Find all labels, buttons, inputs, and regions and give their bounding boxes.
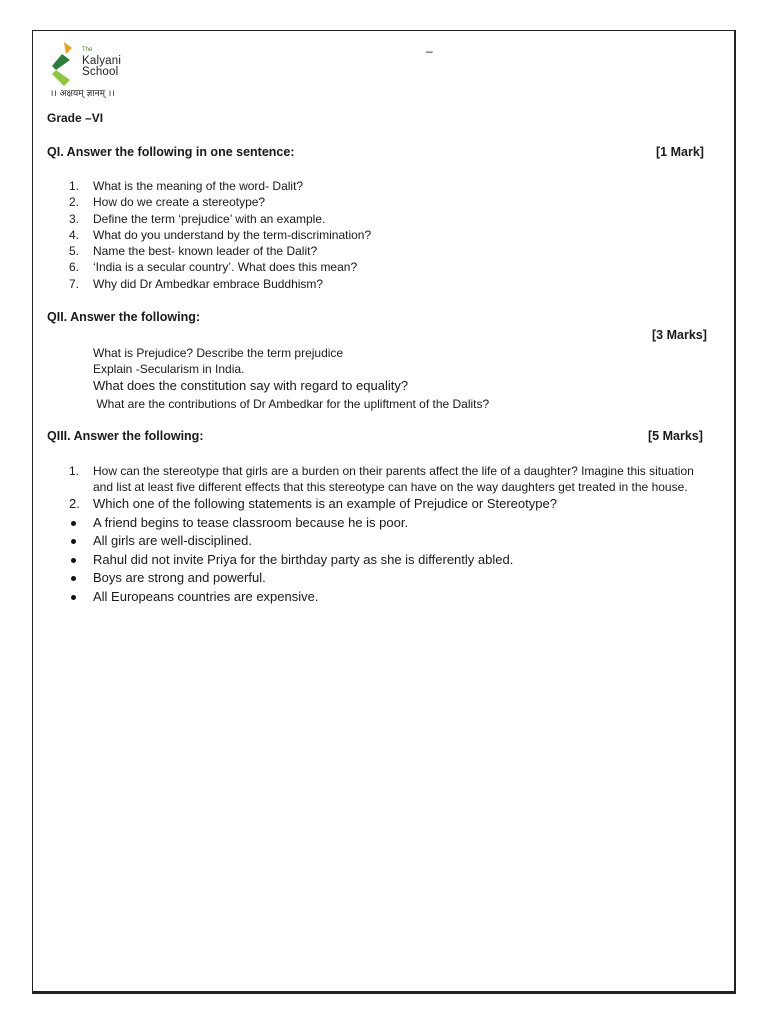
item-number: 2.	[69, 195, 80, 210]
item-text: All Europeans countries are expensive.	[93, 588, 319, 604]
item-text: Boys are strong and powerful.	[93, 570, 266, 585]
list-item	[47, 178, 371, 194]
bullet-item	[47, 551, 717, 570]
item-text: Why did Dr Ambedkar embrace Buddhism?	[93, 276, 324, 291]
item-number: 3.	[69, 211, 80, 226]
section3-heading: QIII. Answer the following:	[47, 429, 204, 443]
bullet-icon	[71, 595, 76, 600]
school-motto: ।। अक्षयम् ज्ञानम् ।।	[50, 89, 115, 99]
item-number: 4.	[69, 227, 80, 242]
item-number: 2.	[69, 496, 80, 511]
item-text: A friend begins to tease classroom because he is poor.	[93, 514, 409, 530]
list-item	[47, 243, 371, 259]
section1-heading: QI. Answer the following in one sentence:	[47, 145, 295, 159]
school-name	[82, 45, 121, 78]
bullet-item	[47, 588, 717, 607]
list-item	[47, 495, 717, 514]
grade-label: Grade –VI	[47, 111, 104, 125]
section2-item: What are the contributions of Dr Ambedkar for the upliftment of the Dalits?	[93, 397, 490, 411]
list-item	[47, 194, 371, 210]
bullet-item	[47, 514, 717, 533]
logo-name-line2: School	[82, 66, 119, 78]
section2-item: What is Prejudice? Describe the term prejudice	[93, 346, 344, 360]
item-text: Name the best- known leader of the Dalit?	[93, 244, 318, 259]
item-number: 5.	[69, 244, 80, 259]
item-number: 7.	[69, 276, 80, 291]
item-text: How can the stereotype that girls are a burden on their parents affect the life of a daughter? Imagine this situation and list at least five different effects that this stereotype can have on the way daughters get treated in the house.	[93, 464, 694, 494]
section2-item: What does the constitution say with regard to equality?	[93, 378, 409, 393]
item-text: ‘India is a secular country’. What does this mean?	[93, 260, 358, 275]
item-text: Which one of the following statements is an example of Prejudice or Stereotype?	[93, 496, 557, 511]
list-item	[47, 276, 371, 292]
logo-name-line1: Kalyani	[82, 55, 122, 67]
item-number: 1.	[69, 179, 80, 193]
section2-item: Explain -Secularism in India.	[93, 362, 245, 376]
list-item	[47, 227, 371, 243]
item-text: What do you understand by the term-discrimination?	[93, 227, 372, 242]
item-text: What is the meaning of the word- Dalit?	[93, 179, 304, 193]
item-text: Define the term ‘prejudice’ with an example.	[93, 211, 326, 226]
item-number: 6.	[69, 260, 80, 275]
bullet-icon	[71, 521, 76, 526]
logo-the-text: The	[82, 47, 93, 53]
section3-list	[47, 463, 717, 606]
section1-list	[47, 178, 371, 292]
item-text: All girls are well-disciplined.	[93, 533, 252, 548]
list-item	[47, 259, 371, 275]
item-number: 1.	[69, 464, 80, 478]
item-text: Rahul did not invite Priya for the birthday party as she is differently abled.	[93, 551, 514, 567]
bullet-icon	[71, 558, 76, 563]
section2-heading: QII. Answer the following:	[47, 310, 201, 324]
list-item	[47, 463, 703, 495]
section2-marks: [3 Marks]	[652, 328, 707, 342]
section3-marks: [5 Marks]	[648, 429, 703, 443]
item-text: How do we create a stereotype?	[93, 195, 266, 210]
bullet-item	[47, 532, 717, 551]
bullet-item	[47, 569, 717, 588]
bullet-icon	[71, 576, 76, 581]
section1-marks: [1 Mark]	[656, 145, 704, 159]
list-item	[47, 211, 371, 227]
header-dash: –	[426, 44, 433, 58]
bullet-icon	[71, 539, 76, 544]
